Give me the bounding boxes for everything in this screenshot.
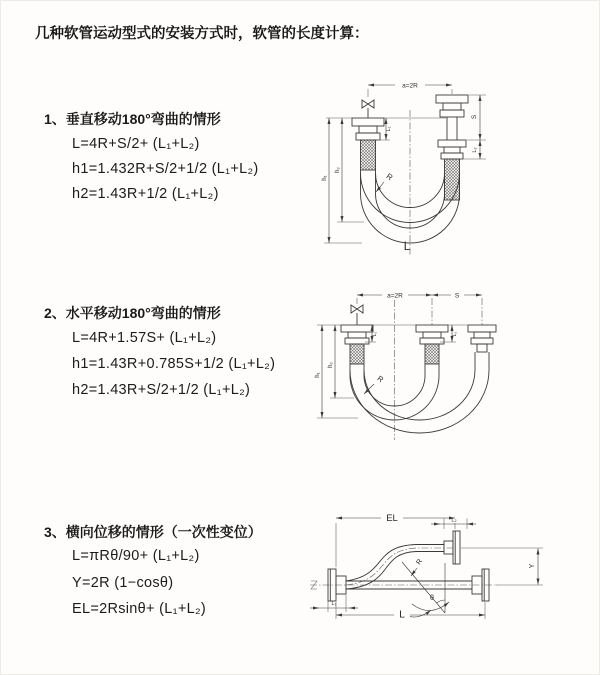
dim-label-l1: L₁ [386, 126, 392, 132]
valve-icon [351, 305, 363, 325]
formula-line: Y=2R (1−cosθ) [72, 575, 174, 591]
dim-label-el: EL [386, 513, 398, 524]
dim-label-h1: h₁ [315, 372, 321, 378]
left-pipe-flange [341, 325, 373, 364]
dim-label-l2: L₂ [451, 517, 457, 524]
section-3-heading: 3、横向位移的情形（一次性变位） [44, 524, 262, 540]
formula-line: h1=1.432R+S/2+1/2 (L₁+L₂) [72, 161, 259, 177]
dimension-lines [322, 292, 482, 418]
dim-label-h2: h₂ [335, 167, 341, 173]
formula-line: L=πRθ/90+ (L₁+L₂) [72, 548, 200, 564]
dim-label-l2: L₂ [452, 331, 458, 337]
radius-label: R [375, 373, 386, 385]
length-label: L [399, 608, 405, 621]
hose-center-line [346, 548, 453, 585]
reference-lines [328, 519, 543, 620]
diagram-1-vertical-u-bend [300, 70, 565, 260]
dim-label-h1: h₁ [322, 175, 328, 181]
length-label: L [403, 241, 411, 253]
formula-line: h2=1.43R+S/2+1/2 (L₁+L₂) [72, 382, 251, 398]
dim-label-span: a=2R [402, 82, 418, 90]
page-title: 几种软管运动型式的安装方式时，软管的长度计算： [35, 26, 369, 42]
section-2-heading: 2、水平移动180°弯曲的情形 [44, 305, 221, 321]
upper-displaced-flange [444, 531, 460, 564]
angle-theta-label: θ [430, 595, 434, 602]
dimension-lines [310, 518, 538, 615]
diagram-2-horizontal-u-bend [300, 280, 590, 460]
dim-label-span: a=2R [387, 292, 403, 300]
diagram-3-lateral-displacement [300, 505, 595, 650]
middle-pipe-flange [416, 325, 448, 364]
valve-icon [362, 100, 374, 118]
pipe-axis-lines [357, 298, 482, 325]
formula-line: h2=1.43R+1/2 (L₁+L₂) [72, 186, 219, 202]
hose-u-curves [350, 352, 489, 433]
formula-line: L=4R+1.57S+ (L₁+L₂) [72, 330, 217, 346]
formula-line: EL=2Rsinθ+ (L₁+L₂) [72, 601, 207, 617]
dim-label-h2: h₂ [328, 362, 334, 368]
radius-label: R [415, 558, 425, 567]
formula-line: h1=1.43R+0.785S+1/2 (L₁+L₂) [72, 356, 276, 372]
dim-label-s: S [454, 292, 460, 300]
left-pipe-flange [352, 118, 384, 170]
hose-s-curve [346, 545, 444, 590]
reference-lines [324, 89, 486, 243]
braided-hose-section [445, 159, 460, 200]
section-1-heading: 1、垂直移动180°弯曲的情形 [44, 111, 221, 127]
dim-label-y: Y [529, 563, 536, 569]
braided-hose-section [361, 140, 376, 170]
formula-line: L=4R+S/2+ (L₁+L₂) [72, 136, 200, 152]
dim-label-l2: L₂ [472, 147, 478, 153]
dim-label-l1: L₁ [372, 331, 378, 337]
braided-hose-section [425, 344, 439, 364]
radius-label: R [384, 171, 395, 183]
braided-hose-section [350, 344, 364, 364]
dim-label-s: S [471, 114, 478, 120]
right-pipe-flange [436, 95, 468, 200]
right-pipe-flange [468, 325, 496, 352]
dim-label-l1: L₁ [331, 601, 337, 607]
